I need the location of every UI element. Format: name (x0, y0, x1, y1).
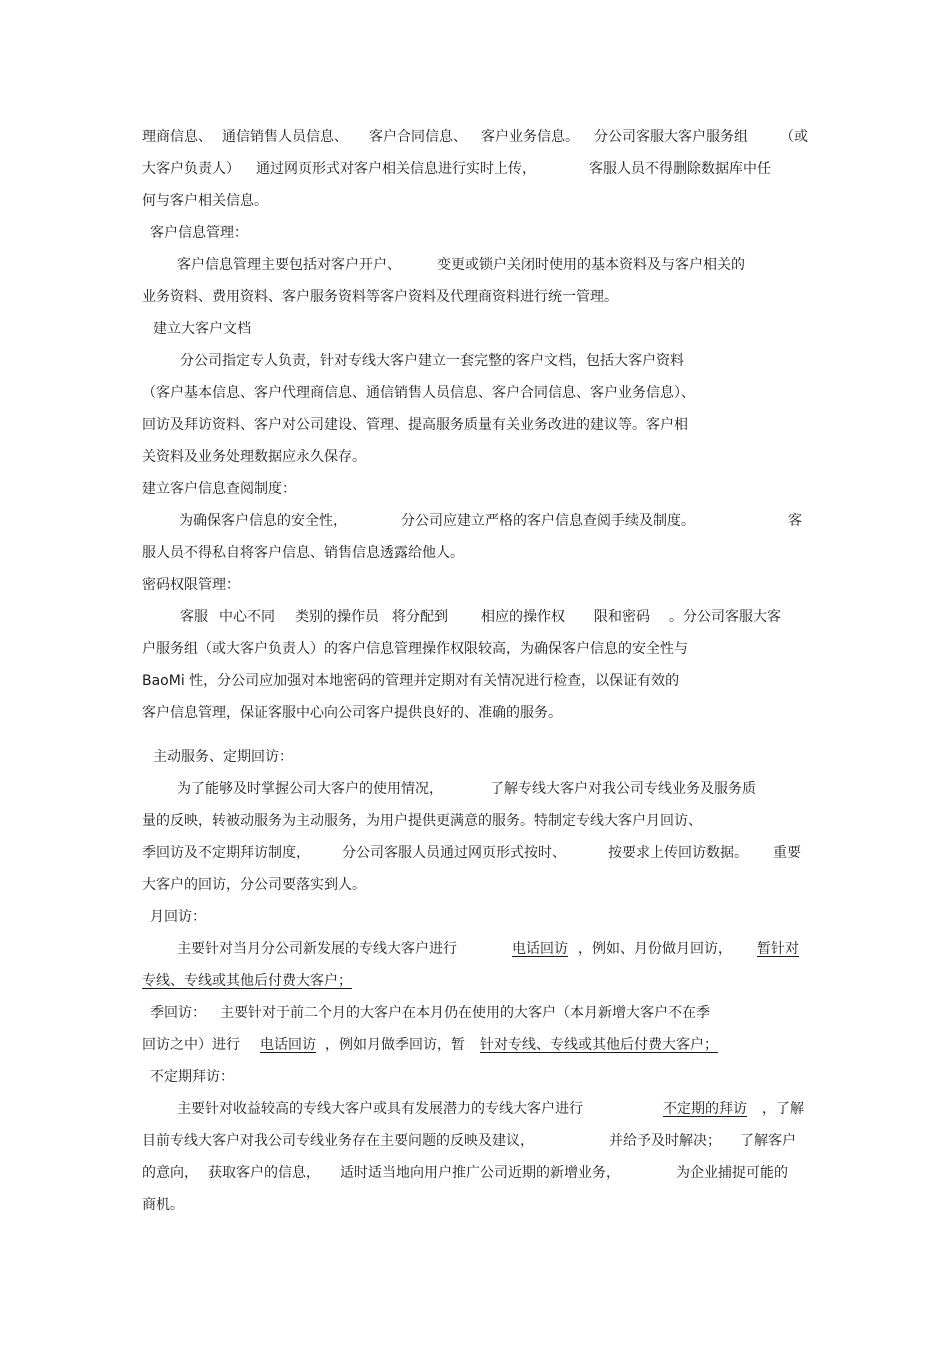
text-segment: 何与客户相关信息。 (142, 193, 268, 209)
text-segment: 客户信息管理主要包括对客户开户、 (177, 257, 401, 273)
text-segment: 大客户负责人） (142, 161, 240, 177)
text-segment: 分公司指定专人负责，针对专线大客户建立一套完整的客户文档，包括大客户资料 (180, 353, 684, 369)
text-segment: 。分公司客服大客 (669, 609, 781, 625)
text-segment: 目前专线大客户对我公司专线业务存在主要问题的反映及建议， (142, 1133, 534, 1149)
text-segment: ，例如月做季回访，暂 (325, 1037, 465, 1053)
text-segment: ，了解 (762, 1101, 804, 1117)
text-segment: 客 (788, 513, 802, 529)
text-segment: 并给予及时解决； (609, 1133, 721, 1149)
text-segment: 客户合同信息、 (369, 129, 467, 145)
text-segment: 不定期拜访： (150, 1069, 234, 1085)
text-segment: 关资料及业务处理数据应永久保存。 (142, 449, 366, 465)
text-segment: 适时适当地向用户推广公司近期的新增业务， (340, 1165, 620, 1181)
text-segment: 将分配到 (392, 609, 448, 625)
text-segment: 获取客户的信息， (208, 1165, 320, 1181)
text-segment: 的意向， (142, 1165, 198, 1181)
text-segment: ，例如、月份做月回访， (578, 941, 732, 957)
text-segment: 主动服务、定期回访： (153, 749, 293, 765)
text-segment: 了解客户 (740, 1133, 796, 1149)
text-segment: 通信销售人员信息、 (222, 129, 348, 145)
text-segment: 量的反映，转被动服务为主动服务，为用户提供更满意的服务。特制定专线大客户月回访、 (142, 813, 702, 829)
text-segment: 为企业捕捉可能的 (676, 1165, 788, 1181)
text-segment: 分公司应建立严格的客户信息查阅手续及制度。 (401, 513, 695, 529)
text-segment: 分公司客服大客户服务组 (594, 129, 748, 145)
text-segment: 回访之中）进行 (142, 1037, 240, 1053)
text-segment: 相应的操作权 (481, 609, 565, 625)
text-segment: 季回访及不定期拜访制度， (142, 845, 310, 861)
text-segment: 理商信息、 (142, 129, 212, 145)
underlined-text: 专线、专线或其他后付费大客户； (142, 973, 352, 989)
text-segment: 商机。 (142, 1197, 184, 1213)
text-segment: 通过网页形式对客户相关信息进行实时上传， (256, 161, 536, 177)
text-segment: 建立客户信息查阅制度： (142, 481, 296, 497)
text-segment: 客服人员不得删除数据库中任 (589, 161, 771, 177)
text-segment: 客服 (180, 609, 208, 625)
text-segment: 季回访： (150, 1005, 206, 1021)
text-segment: 月回访： (150, 909, 206, 925)
underlined-text: 针对专线、专线或其他后付费大客户； (480, 1037, 718, 1053)
underlined-text: 暂针对 (757, 941, 799, 957)
text-segment: 客户信息管理： (150, 225, 248, 241)
text-segment: 服人员不得私自将客户信息、销售信息透露给他人。 (142, 545, 464, 561)
text-segment: （或 (780, 129, 808, 145)
text-segment: 了解专线大客户对我公司专线业务及服务质 (490, 781, 756, 797)
text-segment: 主要针对收益较高的专线大客户或具有发展潜力的专线大客户进行 (177, 1101, 583, 1117)
text-segment: 回访及拜访资料、客户对公司建设、管理、提高服务质量有关业务改进的建议等。客户相 (142, 417, 688, 433)
text-segment: 客户信息管理，保证客服中心向公司客户提供良好的、准确的服务。 (142, 705, 562, 721)
text-segment: BaoMi 性，分公司应加强对本地密码的管理并定期对有关情况进行检查，以保证有效的 (142, 673, 680, 689)
underlined-text: 电话回访 (260, 1037, 316, 1053)
text-segment: 分公司客服人员通过网页形式按时、 (342, 845, 566, 861)
text-segment: 户服务组（或大客户负责人）的客户信息管理操作权限较高，为确保客户信息的安全性与 (142, 641, 688, 657)
text-segment: （客户基本信息、客户代理商信息、通信销售人员信息、客户合同信息、客户业务信息）、 (142, 385, 695, 401)
text-segment: 限和密码 (594, 609, 650, 625)
text-segment: 建立大客户文档 (153, 321, 251, 337)
text-segment: 类别的操作员 (295, 609, 379, 625)
text-segment: 客户业务信息。 (481, 129, 579, 145)
text-segment: 为了能够及时掌握公司大客户的使用情况， (177, 781, 443, 797)
text-segment: 变更或锁户关闭时使用的基本资料及与客户相关的 (437, 257, 745, 273)
text-segment: 中心不同 (219, 609, 275, 625)
text-segment: 为确保客户信息的安全性， (179, 513, 347, 529)
text-segment: 主要针对当月分公司新发展的专线大客户进行 (177, 941, 457, 957)
text-segment: 密码权限管理： (142, 577, 240, 593)
underlined-text: 不定期的拜访 (663, 1101, 747, 1117)
text-segment: 按要求上传回访数据。 (608, 845, 748, 861)
text-segment: 重要 (773, 845, 801, 861)
text-segment: 大客户的回访，分公司要落实到人。 (142, 877, 366, 893)
text-segment: 主要针对于前二个月的大客户在本月仍在使用的大客户（本月新增大客户不在季 (220, 1005, 710, 1021)
text-segment: 业务资料、费用资料、客户服务资料等客户资料及代理商资料进行统一管理。 (142, 289, 618, 305)
underlined-text: 电话回访 (512, 941, 568, 957)
